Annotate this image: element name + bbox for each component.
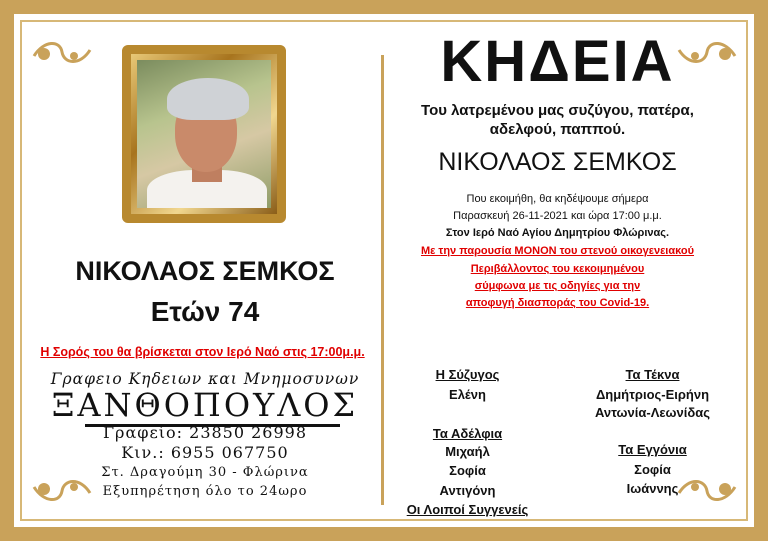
column-divider [381, 55, 384, 505]
funeral-home-name: ΞΑΝΘΟΠΟΥΛΟΣ [51, 386, 359, 424]
child-name: Δημήτριος-Ειρήνη [595, 387, 710, 402]
intro-line-1: Του λατρεμένου μας συζύγου, πατέρα, [421, 102, 694, 119]
funeral-home-office: Γραφείο: 23850 26998 [102, 423, 308, 442]
coffin-notice: Η Σορός του θα βρίσκεται στον Ιερό Ναό στις 17:00μ.μ. [40, 345, 365, 359]
grandchildren-title: Τα Εγγόνια [618, 442, 687, 457]
spouse-title: Η Σύζυγος [435, 367, 500, 382]
child-name: Αντωνία-Λεωνίδας [594, 405, 711, 420]
covid-notice-line-1: Με την παρουσία ΜΟΝΟΝ του στενού οικογενειακού [420, 245, 695, 257]
spouse-name: Ελένη [449, 387, 486, 402]
funeral-home-service: Εξυπηρέτηση όλο το 24ωρο [102, 484, 308, 499]
portrait-photo [137, 60, 271, 208]
funeral-home-mobile: Κιν.: 6955 067750 [121, 443, 289, 462]
covid-notice-line-3: σύμφωνα με τις οδηγίες για την [474, 280, 641, 292]
intro-line-2: αδελφού, παππού. [489, 121, 626, 138]
siblings-title: Τα Αδέλφια [432, 426, 503, 441]
relatives: Οι Λοιποί Συγγενείς [406, 502, 529, 517]
portrait-frame [122, 45, 286, 223]
covid-notice-line-2: Περιβάλλοντος του κεκοιμημένου [470, 263, 645, 275]
ceremony-line-2: Παρασκευή 26-11-2021 και ώρα 17:00 μ.μ. [453, 210, 662, 222]
age: Ετών 74 [150, 296, 260, 327]
deceased-name-right: ΝΙΚΟΛΑΟΣ ΣΕΜΚΟΣ [438, 148, 677, 176]
sibling-name: Αντιγόνη [439, 483, 496, 498]
grandchild-name: Ιωάννης [626, 481, 679, 496]
children-title: Τα Τέκνα [625, 367, 680, 382]
grandchild-name: Σοφία [634, 462, 671, 477]
church: Στον Ιερό Ναό Αγίου Δημητρίου Φλώρινας. [445, 227, 670, 239]
ceremony-line-1: Που εκοιμήθη, θα κηδέψουμε σήμερα [466, 193, 649, 205]
page-title: ΚΗΔΕΙΑ [440, 29, 675, 94]
funeral-home-address: Στ. Δραγούμη 30 - Φλώρινα [101, 465, 309, 480]
sibling-name: Μιχαήλ [445, 444, 490, 459]
deceased-name-left: ΝΙΚΟΛΑΟΣ ΣΕΜΚΟΣ [75, 256, 335, 286]
covid-notice-line-4: αποφυγή διασποράς του Covid-19. [465, 297, 650, 309]
sibling-name: Σοφία [449, 463, 486, 478]
ornament-top-left-icon [30, 38, 94, 68]
funeral-home-subtitle: Γραφειο Κηδειων και Μνημοσυνων [50, 370, 360, 388]
